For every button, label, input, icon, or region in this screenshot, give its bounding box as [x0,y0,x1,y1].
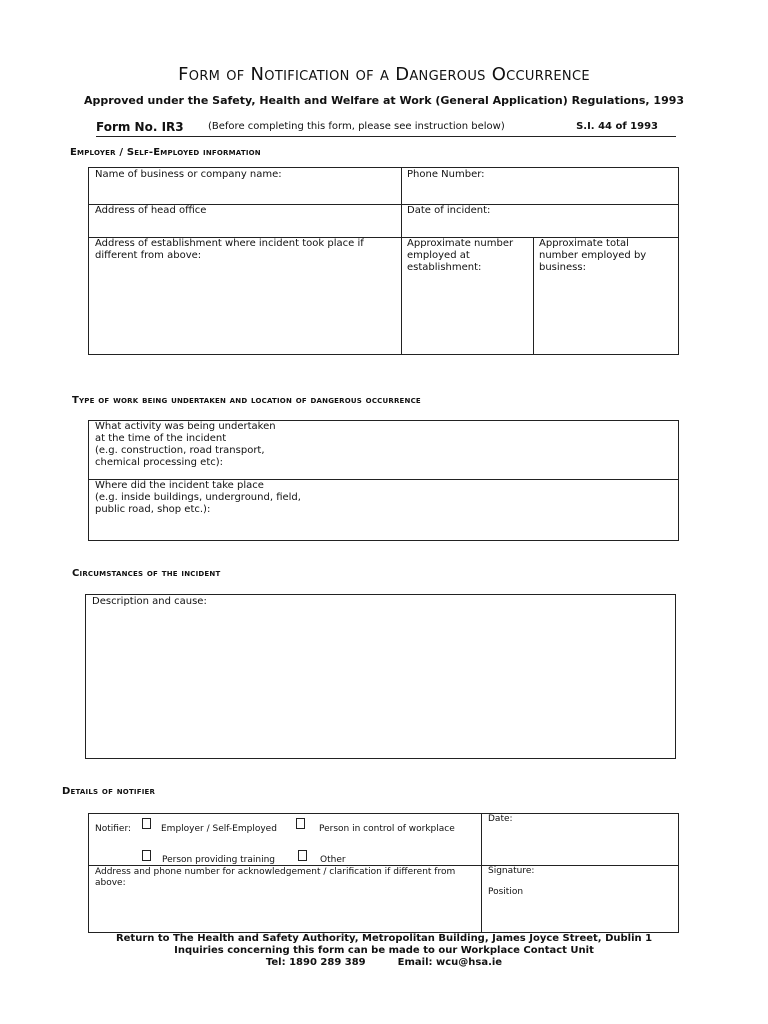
employer-option-label: Employer / Self-Employed [161,824,277,834]
person-control-checkbox[interactable] [296,818,305,829]
work-section-heading: Type of work being undertaken and location of dangerous occurrence [72,395,421,406]
employer-table [88,167,679,355]
acknowledgement-address-field[interactable]: Address and phone number for acknowledgement / clarification if different from above: [95,867,456,888]
statutory-instrument: S.I. 44 of 1993 [576,121,658,132]
employer-section-heading: Employer / Self-Employed information [70,147,261,158]
training-option-label: Person providing training [162,855,276,865]
phone-number-field[interactable]: Phone Number: [407,169,485,180]
head-office-address-field[interactable]: Address of head office [95,205,207,216]
circumstances-section-heading: Circumstances of the incident [72,568,221,579]
location-field[interactable]: Where did the incident take place (e.g. inside buildings, underground, field, public road, shop etc.): [95,480,301,515]
employer-checkbox[interactable] [142,818,151,829]
notifier-table [88,813,679,933]
footer-email[interactable]: Email: wcu@hsa.ie [397,957,503,968]
other-option-label: Other [320,855,346,865]
description-box[interactable] [85,594,676,759]
approx-employed-business-field[interactable]: Approximate total number employed by business: [539,238,647,273]
form-info-line [96,120,676,137]
footer-inquiries: Inquiries concerning this form can be made to our Workplace Contact Unit [174,945,594,956]
training-checkbox[interactable] [142,850,151,861]
footer-return-address: Return to The Health and Safety Authority, Metropolitan Building, James Joyce Street, Dublin 1 [115,933,653,944]
footer-contact [0,957,768,969]
position-field[interactable]: Position [488,887,524,897]
establishment-address-field[interactable]: Address of establishment where incident took place if different from above: [95,238,364,261]
form-instruction: (Before completing this form, please see instruction below) [208,121,505,132]
description-label: Description and cause: [92,596,207,607]
footer-tel: Tel: 1890 289 389 [265,957,366,968]
page-subtitle: Approved under the Safety, Health and Welfare at Work (General Application) Regulations, 1993 [83,94,685,107]
notifier-date-field[interactable]: Date: [488,814,513,824]
activity-field[interactable]: What activity was being undertaken at the time of the incident (e.g. construction, road transport, chemical processing etc): [95,421,276,468]
approx-employed-establishment-field[interactable]: Approximate number employed at establishment: [407,238,514,273]
page-title: Form of Notification of a Dangerous Occurrence [178,64,590,85]
form-number: Form No. IR3 [96,120,184,134]
signature-field[interactable]: Signature: [488,866,535,876]
other-checkbox[interactable] [298,850,307,861]
notifier-label: Notifier: [95,824,132,834]
work-table [88,420,679,541]
notifier-section-heading: Details of notifier [62,786,156,797]
incident-date-field[interactable]: Date of incident: [407,205,491,216]
person-control-option-label: Person in control of workplace [319,824,455,834]
business-name-field[interactable]: Name of business or company name: [95,169,282,180]
